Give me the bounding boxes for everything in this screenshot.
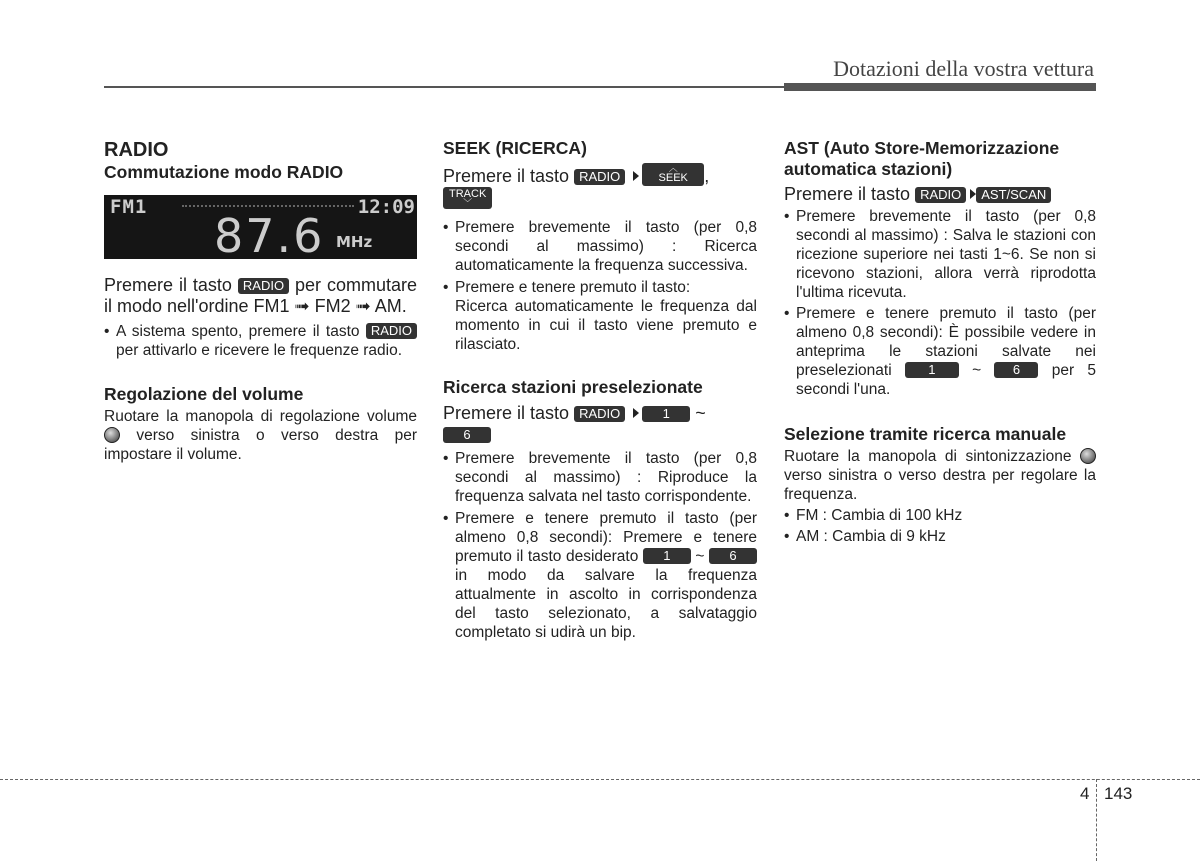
play-arrow-icon [633,408,639,418]
preset-heading: Ricerca stazioni preselezionate [443,377,703,397]
seek-instruction: Premere il tasto RADIO ︿ SEEK , TRACK ﹀ [443,163,710,208]
list-item: • Premere e tenere premuto il tasto (per almeno 0,8 secondi): Premere e tenere premuto il tasto desiderato 1 ~ 6 in modo da salvare la frequenza attualmente in ascolto in corrispondenza del tasto selezionato, a salvataggio completato si udirà un bip. [443,510,757,641]
radio-button-icon: RADIO [915,187,966,203]
preset-6-button-icon: 6 [709,548,757,564]
list-item: • A sistema spento, premere il tasto RADIO per attivarlo e ricevere le frequenze radio. [104,322,417,360]
chapter-number: 4 [1080,784,1090,803]
chevron-up-icon: ︿ [668,163,678,173]
column-radio [104,138,417,464]
radio-display [104,195,417,259]
preset-instruction: Premere il tasto RADIO 1 ~ 6 [443,403,706,442]
list-item: • FM : Cambia di 100 kHz [784,507,963,524]
preset-1-button-icon: 1 [643,548,691,564]
column-ast [784,138,1096,546]
list-item: • Premere brevemente il tasto (per 0,8 secondi al massimo) : Salva le stazioni con ricezione superiore nei tasti 1~6. Se non si ricevono stazioni, allora verrà riprodotta l'ultima ricevuta. [784,208,1096,301]
mode-text: Premere il tasto RADIO per commutare il modo nell'ordine FM1 ➟ FM2 ➟ AM. [104,275,417,316]
seek-heading: SEEK (RICERCA) [443,138,587,158]
preset-1-button-icon: 1 [642,406,690,422]
manual-heading: Selezione tramite ricerca manuale [784,424,1067,444]
preset-6-button-icon: 6 [994,362,1038,378]
arrow-icon: ➟ [355,296,371,316]
page-number: 143 [1104,784,1133,803]
manual-text: Ruotare la manopola di sintonizzazione verso sinistra o verso destra per regolare la frequenza. [784,448,1096,503]
list-item: • AM : Cambia di 9 kHz [784,528,946,545]
list-item: • Premere brevemente il tasto (per 0,8 secondi al massimo) : Riproduce la frequenza salvata nel tasto corrispondente. [443,450,757,505]
page-header-title: Dotazioni della vostra vettura [833,56,1094,81]
radio-button-icon: RADIO [238,278,289,294]
column-seek [443,138,757,642]
ast-heading: AST (Auto Store-Memorizzazione automatica stazioni) [784,138,1060,179]
display-frequency: 87.6 [214,209,325,259]
header-bar [784,83,1096,91]
arrow-icon: ➟ [294,296,310,316]
header-rule [104,86,784,88]
display-dots [182,205,354,207]
footer-rule [0,779,1200,780]
preset-1-button-icon: 1 [905,362,959,378]
display-unit: MHz [336,233,373,251]
seek-button-icon: ︿ SEEK [642,163,704,186]
chevron-down-icon: ﹀ [463,198,473,208]
play-arrow-icon [633,171,639,181]
footer-divider [1096,779,1097,861]
track-button-icon: TRACK ﹀ [443,187,492,209]
ast-instruction: Premere il tasto RADIO AST/SCAN [784,184,1096,205]
section-title-radio: RADIO [104,139,169,161]
list-item: • Premere brevemente il tasto (per 0,8 secondi al massimo) : Ricerca automaticamente la frequenza successiva. [443,219,757,274]
volume-knob-icon [104,427,120,443]
ast-scan-button-icon: AST/SCAN [976,187,1051,203]
mode-heading: Commutazione modo RADIO [104,162,344,182]
list-item: • Premere e tenere premuto il tasto (per almeno 0,8 secondi): È possibile vedere in anteprima le stazioni salvate nei preselezionati 1 ~ 6 per 5 secondi l'una. [784,305,1096,398]
tuning-knob-icon [1080,448,1096,464]
volume-text: Ruotare la manopola di regolazione volume verso sinistra o verso destra per impostare il volume. [104,408,417,463]
volume-heading: Regolazione del volume [104,384,304,404]
list-item: • Premere e tenere premuto il tasto: Ricerca automaticamente le frequenza dal momento in cui il tasto viene premuto e rilasciato. [443,279,757,353]
radio-button-icon: RADIO [366,323,417,339]
display-time: 12:09 [357,196,415,218]
display-band: FM1 [110,196,148,218]
radio-button-icon: RADIO [574,169,625,185]
preset-6-button-icon: 6 [443,427,491,443]
radio-button-icon: RADIO [574,406,625,422]
